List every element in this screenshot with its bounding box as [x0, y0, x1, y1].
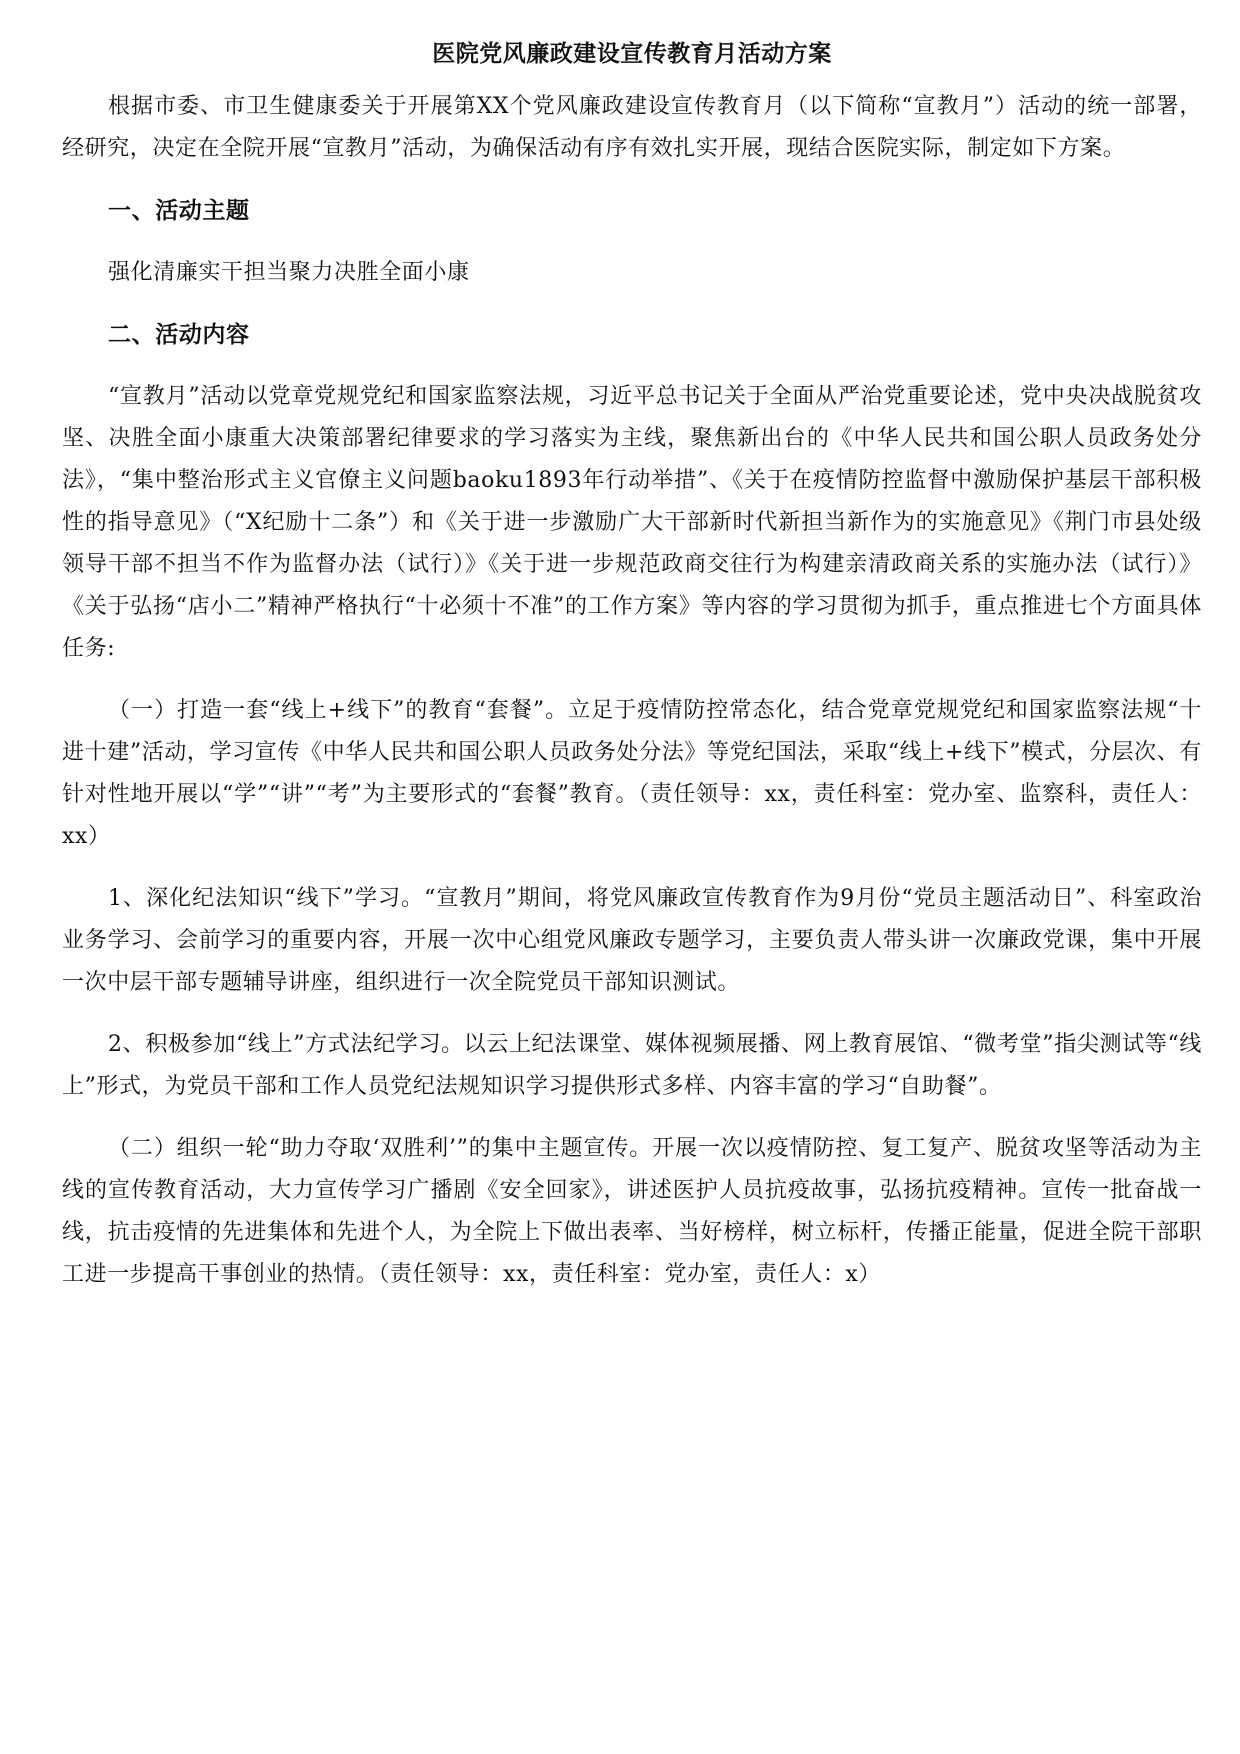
task-item-1: （一）打造一套“线上+线下”的教育“套餐”。立足于疫情防控常态化，结合党章党规党纪和国家监察法规“十进十建”活动，学习宣传《中华人民共和国公职人员政务处分法》等党纪国法，采取“线上+线下”模式，分层次、有针对性地开展以“学”“讲”“考”为主要形式的“套餐”教育。（责任领导：xx，责任科室：党办室、监察科，责任人：xx）: [62, 698, 1202, 849]
document-title: 医院党风廉政建设宣传教育月活动方案: [432, 40, 832, 67]
intro-paragraph: 根据市委、市卫生健康委关于开展第XX个党风廉政建设宣传教育月（以下简称“宣教月”）活动的统一部署，经研究，决定在全院开展“宣教月”活动，为确保活动有序有效扎实开展，现结合医院实际，制定如下方案。: [62, 94, 1202, 161]
theme-paragraph: 强化清廉实干担当聚力决胜全面小康: [108, 260, 470, 285]
document-page: [62, 34, 1202, 1316]
section-heading-content: 二、活动内容: [108, 321, 250, 348]
task-item-2: （二）组织一轮“助力夺取‘双胜利’”的集中主题宣传。开展一次以疫情防控、复工复产、脱贫攻坚等活动为主线的宣传教育活动，大力宣传学习广播剧《安全回家》，讲述医护人员抗疫故事，弘扬抗疫精神。宣传一批奋战一线，抗击疫情的先进集体和先进个人，为全院上下做出表率、当好榜样，树立标杆，传播正能量，促进全院干部职工进一步提高干事创业的热情。（责任领导：xx，责任科室：党办室，责任人：x）: [62, 1136, 1202, 1287]
task-subitem-2: 2、积极参加“线上”方式法纪学习。以云上纪法课堂、媒体视频展播、网上教育展馆、“微考堂”指尖测试等“线上”形式，为党员干部和工作人员党纪法规知识学习提供形式多样、内容丰富的学习“自助餐”。: [62, 1032, 1202, 1099]
content-paragraph: “宣教月”活动以党章党规党纪和国家监察法规，习近平总书记关于全面从严治党重要论述，党中央决战脱贫攻坚、决胜全面小康重大决策部署纪律要求的学习落实为主线，聚焦新出台的《中华人民共和国公职人员政务处分法》，“集中整治形式主义官僚主义问题baoku1893年行动举措”、《关于在疫情防控监督中激励保护基层干部积极性的指导意见》（“X纪励十二条”）和《关于进一步激励广大干部新时代新担当新作为的实施意见》《荆门市县处级领导干部不担当不作为监督办法（试行）》《关于进一步规范政商交往行为构建亲清政商关系的实施办法（试行）》《关于弘扬“店小二”精神严格执行“十必须十不准”的工作方案》等内容的学习贯彻为抓手，重点推进七个方面具体任务:: [62, 384, 1202, 661]
task-subitem-1: 1、深化纪法知识“线下”学习。“宣教月”期间，将党风廉政宣传教育作为9月份“党员主题活动日”、科室政治业务学习、会前学习的重要内容，开展一次中心组党风廉政专题学习，主要负责人带头讲一次廉政党课，集中开展一次中层干部专题辅导讲座，组织进行一次全院党员干部知识测试。: [62, 886, 1202, 995]
section-heading-theme: 一、活动主题: [108, 197, 250, 224]
